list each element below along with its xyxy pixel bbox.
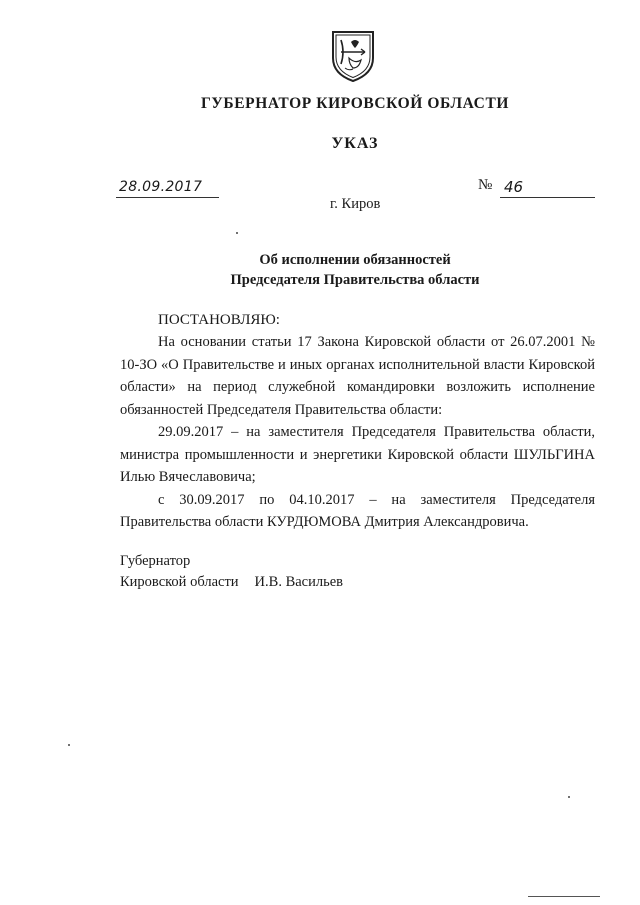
signatory-title: Губернатор xyxy=(120,553,191,569)
signatory-region xyxy=(120,574,343,591)
decree-word: ПОСТАНОВЛЯЮ: xyxy=(158,312,280,328)
signatory-region-text: Кировской области xyxy=(120,574,239,590)
number-label: № xyxy=(478,177,493,193)
scan-mark-line xyxy=(528,896,600,897)
body-paragraph: с 30.09.2017 по 04.10.2017 – на заместителя Председателя Правительства области КУРДЮМОВА Дмитрия Александровича. xyxy=(120,491,595,530)
signatory-name: И.В. Васильев xyxy=(254,574,343,590)
scan-speck xyxy=(568,796,570,798)
coat-of-arms-icon xyxy=(329,28,377,84)
scan-speck xyxy=(236,232,238,234)
subject-line-1: Об исполнении обязанностей xyxy=(259,252,451,268)
subject-line-2: Председателя Правительства области xyxy=(230,272,480,288)
city: г. Киров xyxy=(330,196,381,212)
document-number: 46 xyxy=(500,176,595,198)
body-paragraph: На основании статьи 17 Закона Кировской области от 26.07.2001 № 10-ЗО «О Правительстве и иных органах исполнительной власти Кировской области» на период служебной командировки возложить исполнение обязанностей Председателя Правительства области: xyxy=(120,334,595,418)
document-body xyxy=(120,331,595,534)
document-subject xyxy=(0,250,640,290)
scan-speck xyxy=(68,744,70,746)
document-type: УКАЗ xyxy=(331,135,379,152)
issuing-authority: ГУБЕРНАТОР КИРОВСКОЙ ОБЛАСТИ xyxy=(200,95,510,112)
document-date: 28.09.2017 xyxy=(116,176,219,198)
body-paragraph: 29.09.2017 – на заместителя Председателя Правительства области, министра промышленности и энергетики Кировской области ШУЛЬГИНА Илью Вячеславовича; xyxy=(120,424,595,485)
